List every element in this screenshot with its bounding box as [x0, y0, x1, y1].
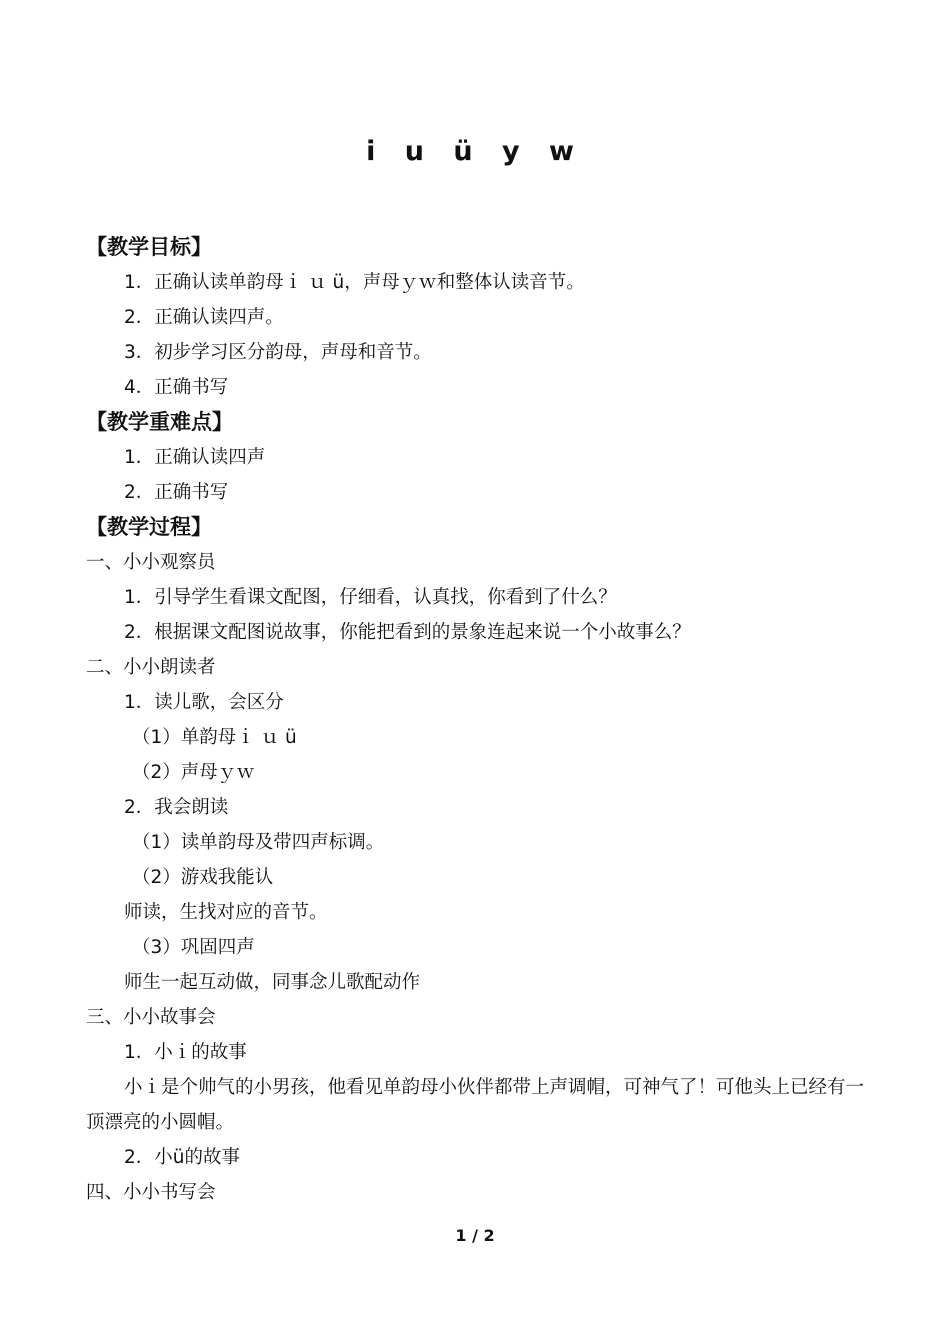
body-line: （3）巩固四声	[132, 937, 255, 958]
page-title: i u ü y w	[366, 136, 584, 167]
section-heading: 【教学重难点】	[86, 410, 233, 434]
body-line: 1．小ｉ的故事	[124, 1042, 247, 1063]
body-line: 1．正确认读单韵母ｉ ｕ ü，声母ｙｗ和整体认读音节。	[124, 272, 585, 293]
subsection-heading: 三、小小故事会	[86, 1007, 216, 1028]
body-line: （1）单韵母ｉ ｕ ü	[132, 727, 297, 748]
body-line: （2）游戏我能认	[132, 867, 274, 888]
body-line: （2）声母ｙｗ	[132, 762, 255, 783]
body-line: 1．正确认读四声	[124, 447, 266, 468]
body-line: 师读，生找对应的音节。	[124, 902, 328, 923]
body-line: 1．读儿歌，会区分	[124, 692, 284, 713]
body-line: 1．引导学生看课文配图，仔细看，认真找，你看到了什么？	[124, 587, 617, 608]
body-line: 2．正确认读四声。	[124, 307, 284, 328]
document-body	[86, 230, 876, 1210]
body-line: 2．小ü的故事	[124, 1147, 240, 1168]
body-line: 小ｉ是个帅气的小男孩，他看见单韵母小伙伴都带上声调帽，可神气了！可他头上已经有一顶漂亮的小圆帽。	[86, 1077, 865, 1133]
section-heading: 【教学目标】	[86, 235, 212, 259]
subsection-heading: 一、小小观察员	[86, 552, 216, 573]
body-line: 师生一起互动做，同事念儿歌配动作	[124, 972, 421, 993]
body-line: 4．正确书写	[124, 377, 229, 398]
body-line: 2．我会朗读	[124, 797, 229, 818]
subsection-heading: 二、小小朗读者	[86, 657, 216, 678]
body-line: （1）读单韵母及带四声标调。	[132, 832, 385, 853]
subsection-heading: 四、小小书写会	[86, 1182, 216, 1203]
body-line: 3．初步学习区分韵母，声母和音节。	[124, 342, 432, 363]
section-heading: 【教学过程】	[86, 515, 212, 539]
body-line: 2．根据课文配图说故事，你能把看到的景象连起来说一个小故事么？	[124, 622, 691, 643]
page-number: 1 / 2	[455, 1226, 495, 1245]
body-line: 2．正确书写	[124, 482, 229, 503]
